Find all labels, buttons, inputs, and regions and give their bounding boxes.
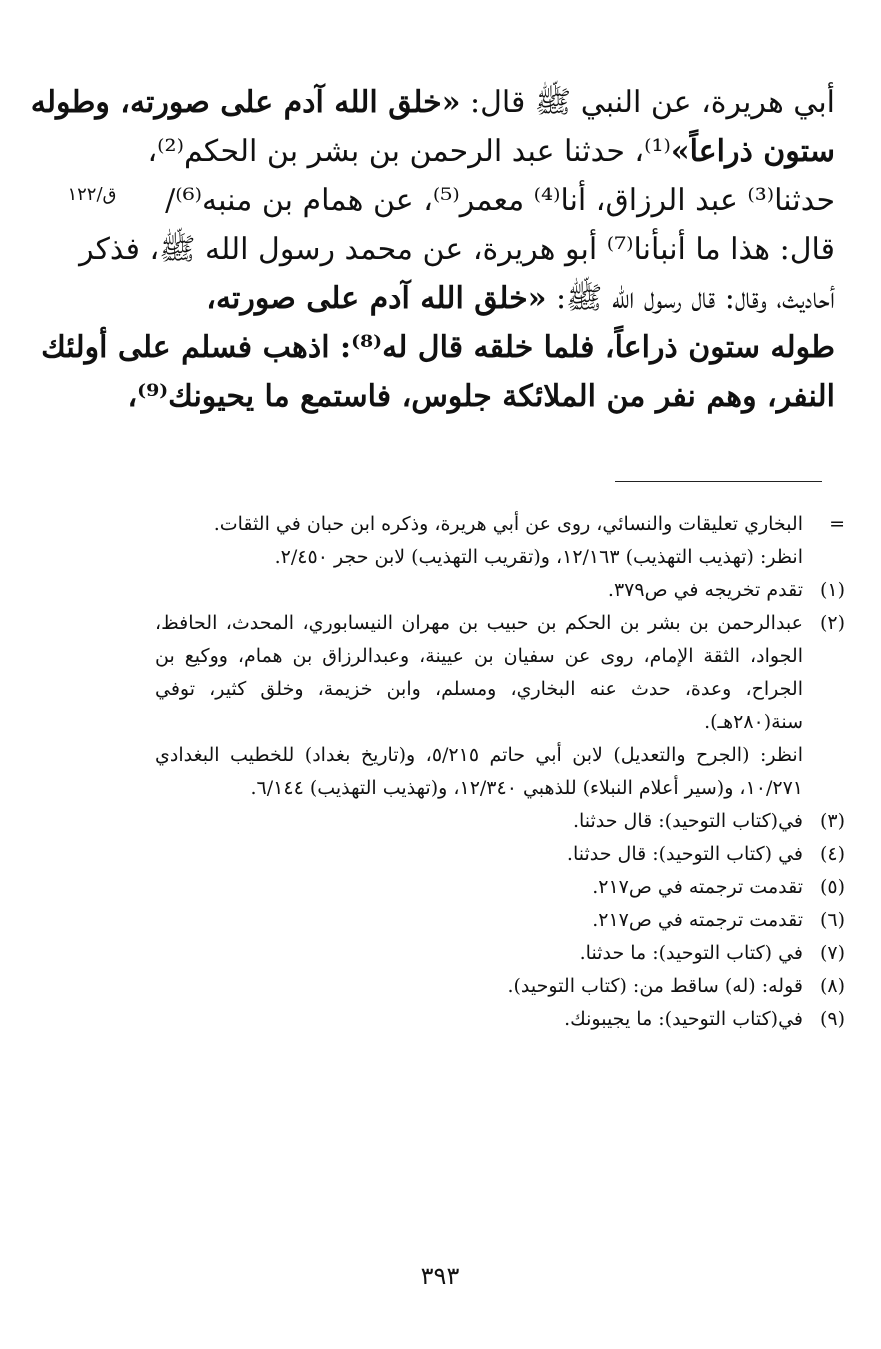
page-number: ٣٩٣ [420, 1262, 460, 1290]
footnote-paragraph: تقدمت ترجمته في ص٢١٧. [592, 876, 803, 898]
footnote-text [155, 508, 803, 574]
footnote [155, 574, 845, 607]
main-text-line [127, 372, 835, 421]
main-text-line [150, 274, 835, 323]
footnote-number: (٩) [819, 1008, 845, 1030]
main-text-line [30, 78, 835, 127]
main-text-line [41, 323, 835, 372]
narration-segment: ⁽¹⁾، حدثنا عبد الرحمن بن بشر بن الحكم⁽²⁾، [147, 134, 671, 169]
footnote-text [155, 904, 803, 937]
footnote-text [155, 838, 803, 871]
footnote-number: (٥) [819, 876, 845, 898]
footnote-text [155, 871, 803, 904]
footnote-separator [615, 481, 822, 482]
footnote-text [155, 1003, 803, 1036]
footnote-number: (٧) [819, 942, 845, 964]
hadith-quote-segment: «خلق الله آدم على صورته، [206, 281, 547, 316]
footnote [155, 508, 845, 574]
footnote-text [155, 607, 803, 805]
footnote-paragraph: انظر: (تهذيب التهذيب) ١٢/١٦٣، و(تقريب التهذيب) لابن حجر ٢/٤٥٠. [274, 546, 803, 568]
footnote-paragraph: تقدم تخريجه في ص٣٧٩. [607, 579, 803, 601]
footnote-paragraph: عبدالرحمن بن بشر بن الحكم بن حبيب بن مهران النيسابوري، المحدث، الحافظ، الجواد، الثقة الإمام، روى عن سفيان بن عيينة، وعبدالرزاق بن همام، ووكيع بن الجراح، وعدة، حدث عنه البخاري، ومسلم، وابن خزيمة، وخلق كثير، توفي سنة(٢٨٠هـ). [155, 612, 803, 733]
narration-segment: أحاديث، وقال: قال رسول الله ﷺ: [546, 281, 835, 316]
footnotes-block [155, 508, 845, 1036]
narration-segment: حدثنا⁽³⁾ عبد الرزاق، أنا⁽⁴⁾ معمر⁽⁵⁾، عن همام بن منبه⁽⁶⁾/ [165, 183, 835, 218]
manuscript-folio-ref: ق/١٢٢ [67, 184, 117, 205]
footnote-number: (٣) [819, 810, 845, 832]
main-text-line [79, 225, 835, 274]
footnote-paragraph: في(كتاب التوحيد): قال حدثنا. [572, 810, 803, 832]
footnote [155, 1003, 845, 1036]
footnote-paragraph: تقدمت ترجمته في ص٢١٧. [592, 909, 803, 931]
footnote-paragraph: قوله: (له) ساقط من: (كتاب التوحيد). [507, 975, 803, 997]
footnote-number: (٨) [819, 975, 845, 997]
hadith-quote-segment: طوله ستون ذراعاً، فلما خلقه قال له⁽⁸⁾: اذهب فسلم على أولئك [41, 330, 835, 365]
narration-segment: أبي هريرة، عن النبي ﷺ قال: [460, 85, 835, 120]
footnote [155, 607, 845, 805]
narration-segment: قال: هذا ما أنبأنا⁽⁷⁾ أبو هريرة، عن محمد رسول الله ﷺ، فذكر [79, 232, 835, 267]
footnote [155, 838, 845, 871]
footnote-text [155, 574, 803, 607]
footnote [155, 970, 845, 1003]
footnote-text [155, 805, 803, 838]
footnote-text [155, 970, 803, 1003]
footnote [155, 937, 845, 970]
hadith-quote-segment: النفر، وهم نفر من الملائكة جلوس، فاستمع ما يحيونك⁽⁹⁾، [127, 379, 835, 414]
hadith-quote-segment: ستون ذراعاً» [670, 134, 835, 169]
footnote-paragraph: في(كتاب التوحيد): ما يجيبونك. [564, 1008, 803, 1030]
footnote [155, 904, 845, 937]
footnote-number: (١) [819, 579, 845, 601]
footnote-number: (٤) [819, 843, 845, 865]
hadith-quote-segment: «خلق الله آدم على صورته، وطوله [30, 85, 461, 120]
footnote [155, 871, 845, 904]
footnote-paragraph: في (كتاب التوحيد): قال حدثنا. [566, 843, 803, 865]
footnote-text [155, 937, 803, 970]
footnote-number: = [829, 513, 845, 535]
footnote-number: (٢) [819, 612, 845, 634]
main-text-line [147, 127, 835, 176]
footnote-paragraph: انظر: (الجرح والتعديل) لابن أبي حاتم ٥/٢١٥، و(تاريخ بغداد) للخطيب البغدادي ١٠/٢٧١، و(سير أعلام النبلاء) للذهبي ١٢/٣٤٠، و(تهذيب التهذيب) ٦/١٤٤. [155, 744, 803, 799]
footnote-number: (٦) [819, 909, 845, 931]
footnote-paragraph: في (كتاب التوحيد): ما حدثنا. [579, 942, 803, 964]
footnote [155, 805, 845, 838]
footnote-paragraph: البخاري تعليقات والنسائي، روى عن أبي هريرة، وذكره ابن حبان في الثقات. [213, 513, 803, 535]
main-text-line [150, 176, 835, 225]
